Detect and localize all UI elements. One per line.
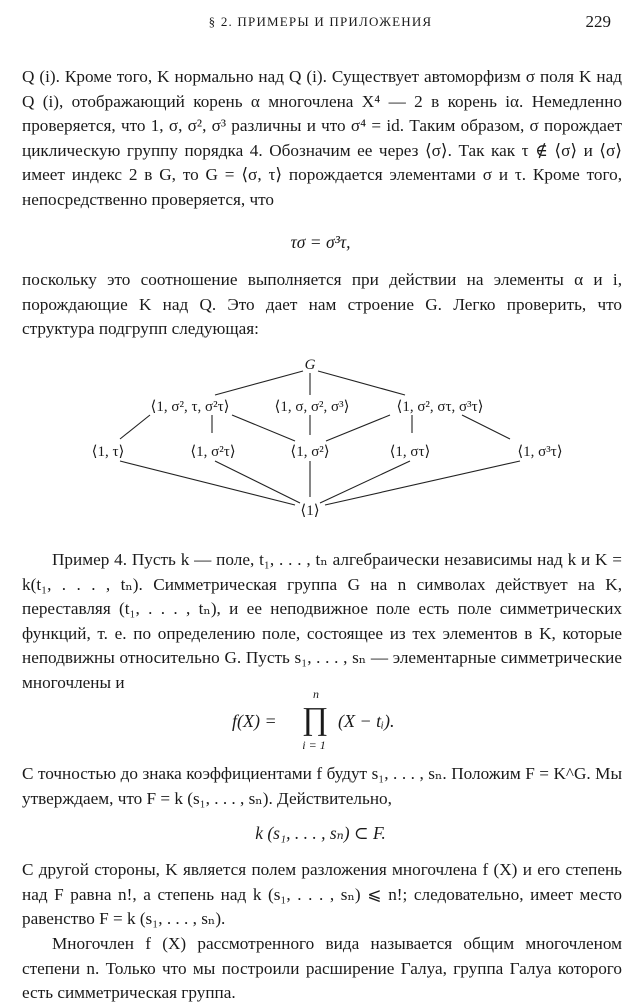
product-formula	[0, 687, 641, 760]
subgroup-lattice-diagram	[0, 355, 641, 525]
product-rhs: (X − tᵢ).	[338, 711, 395, 731]
node-b: ⟨1, σ, σ², σ³⟩	[274, 399, 350, 415]
edge-a-tau	[120, 415, 150, 439]
node-s2tau: ⟨1, σ²τ⟩	[190, 444, 236, 460]
edge-g-c	[318, 371, 405, 395]
running-title: § 2. ПРИМЕРЫ И ПРИЛОЖЕНИЯ	[208, 14, 433, 29]
edge-s2tau-1	[215, 461, 300, 503]
paragraph-5: Многочлен f (X) рассмотренного вида называется общим многочленом степени n. Только что мы построили расширение Галуа, группа Галуа которого есть симметрическая группа.	[22, 934, 622, 1002]
node-a: ⟨1, σ², τ, σ²τ⟩	[150, 399, 230, 415]
edge-c-s3tau	[462, 415, 510, 439]
edge-a-s2	[232, 415, 295, 441]
paragraph-3: С точностью до знака коэффициентами f будут s₁, . . . , sₙ. Положим F = K^G. Мы утверждаем, что F = k (s₁, . . . , sₙ). Действительно,	[22, 764, 622, 808]
node-g: G	[304, 357, 316, 373]
product-symbol: ∏	[302, 700, 329, 736]
page-number: 229	[585, 12, 611, 31]
product-upper-limit: n	[313, 687, 319, 701]
example-4-paragraph: Пример 4. Пусть k — поле, t₁, . . . , tₙ алгебраически независимы над k и K = k(t₁, . . . , tₙ). Симметрическая группа G на n символах действует на K, переставляя (t₁, . . . , tₙ), и ее неподвижное поле есть поле симметрических функций, т. е. по определению поле, состоящее из тех элементов в K, которые неподвижны относительно G. Пусть s₁, . . . , sₙ — элементарные симметрические многочлены и	[22, 550, 622, 692]
edge-s3tau-1	[325, 461, 520, 505]
node-c: ⟨1, σ², στ, σ³τ⟩	[396, 399, 484, 415]
paragraph-1: Q (i). Кроме того, K нормально над Q (i). Существует автоморфизм σ поля K над Q (i), отображающий корень α многочлена X⁴ — 2 в корень iα. Немедленно проверяется, что 1, σ, σ², σ³ различны и что σ⁴ = id. Таким образом, σ порождает циклическую группу порядка 4. Обозначим ее через ⟨σ⟩. Так как τ ∉ ⟨σ⟩ и ⟨σ⟩ имеет индекс 2 в G, то G = ⟨σ, τ⟩ порождается элементами σ и τ. Кроме того, непосредственно проверяется, что	[22, 67, 622, 209]
page-header	[0, 12, 641, 34]
formula-subset: k (s₁, . . . , sₙ) ⊂ F.	[255, 823, 386, 843]
product-lhs: f(X) =	[232, 711, 277, 731]
edge-g-a	[215, 371, 303, 395]
product-lower-limit: i = 1	[302, 738, 326, 752]
node-trivial: ⟨1⟩	[300, 503, 320, 519]
node-tau: ⟨1, τ⟩	[91, 444, 125, 460]
formula-tau-sigma: τσ = σ³τ,	[290, 232, 351, 252]
paragraph-4: С другой стороны, K является полем разложения многочлена f (X) и его степень над F равна n!, а степень над k (s₁, . . . , sₙ) ⩽ n!; следовательно, имеет место равенство F = k (s₁, . . . , sₙ).	[22, 860, 622, 928]
edge-tau-1	[120, 461, 295, 505]
node-stau: ⟨1, στ⟩	[389, 444, 431, 460]
paragraph-2: поскольку это соотношение выполняется при действии на элементы α и i, порождающие K над Q. Это дает нам строение G. Легко проверить, что структура подгрупп следующая:	[22, 270, 622, 338]
edge-c-s2	[326, 415, 390, 441]
edge-stau-1	[320, 461, 410, 503]
node-s2: ⟨1, σ²⟩	[290, 444, 330, 460]
node-s3tau: ⟨1, σ³τ⟩	[517, 444, 563, 460]
